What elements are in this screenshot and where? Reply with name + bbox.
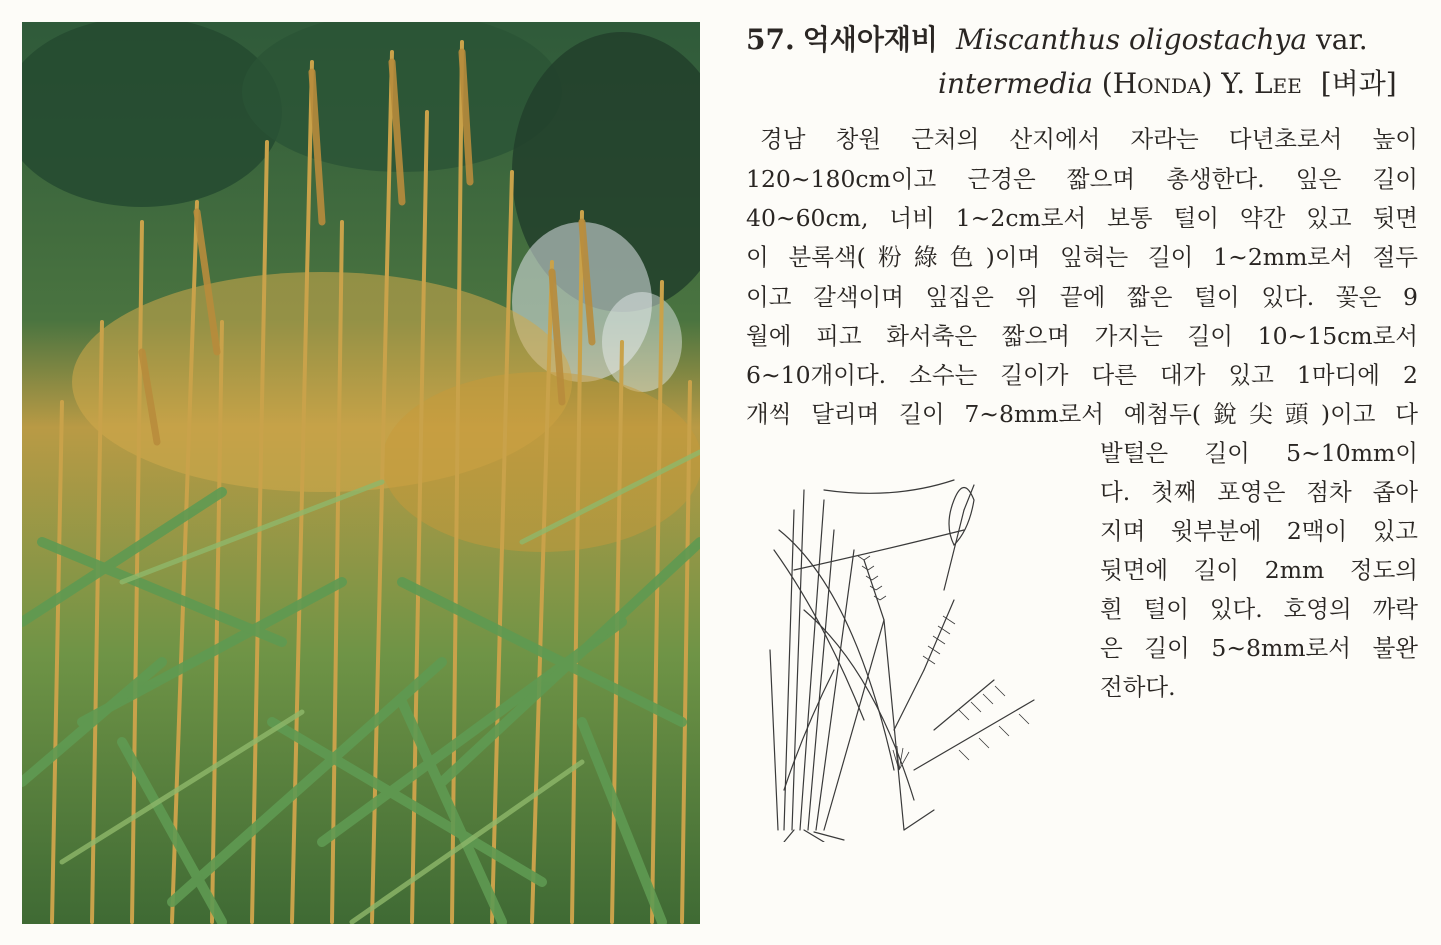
entry-number: 57. (746, 23, 795, 56)
entry-heading (746, 23, 1368, 56)
infraspecific-epithet: intermedia (938, 67, 1093, 100)
author-open: ( (1101, 67, 1113, 100)
korean-name: 억새아재비 (802, 23, 938, 56)
plant-photo (22, 22, 700, 924)
description-line: 경남 창원 근처의 산지에서 자라는 다년초로서 높이 (760, 125, 1418, 153)
description-line: 이 분록색(粉綠色)이며 잎혀는 길이 1∼2mm로서 절두 (746, 243, 1418, 271)
description-line: 지며 윗부분에 2맥이 있고 (1100, 517, 1418, 545)
description-line: 흰 털이 있다. 호영의 까락 (1100, 595, 1418, 623)
description-line: 발털은 길이 5∼10mm이 (1100, 439, 1418, 467)
author-2: Y. Lee (1221, 67, 1302, 100)
scientific-name: Miscanthus oligostachya (955, 23, 1308, 56)
description-line: 뒷면에 길이 2mm 정도의 (1100, 556, 1418, 584)
description-line: 월에 피고 화서축은 짧으며 가지는 길이 10∼15cm로서 (746, 322, 1418, 350)
description-line: 개씩 달리며 길이 7∼8mm로서 예첨두(銳尖頭)이고 다 (746, 400, 1418, 428)
description-line: 40∼60cm, 너비 1∼2cm로서 보통 털이 약간 있고 뒷면 (746, 204, 1418, 232)
author-name: Honda (1112, 67, 1202, 100)
entry-subheading (938, 67, 1397, 100)
description-line: 이고 갈색이며 잎집은 위 끝에 짧은 털이 있다. 꽃은 9 (746, 283, 1418, 311)
author-close: ) (1201, 67, 1213, 100)
rank-marker: var. (1315, 23, 1368, 56)
family-label: [벼과] (1320, 67, 1397, 100)
botanical-illustration (764, 470, 1052, 842)
description-line: 120∼180cm이고 근경은 짧으며 총생한다. 잎은 길이 (746, 165, 1418, 193)
description-line: 6∼10개이다. 소수는 길이가 다른 대가 있고 1마디에 2 (746, 361, 1418, 389)
description-line: 은 길이 5∼8mm로서 불완 (1100, 634, 1418, 662)
description-line: 전하다. (1100, 673, 1176, 701)
description-line: 다. 첫째 포영은 점차 좁아 (1100, 478, 1418, 506)
